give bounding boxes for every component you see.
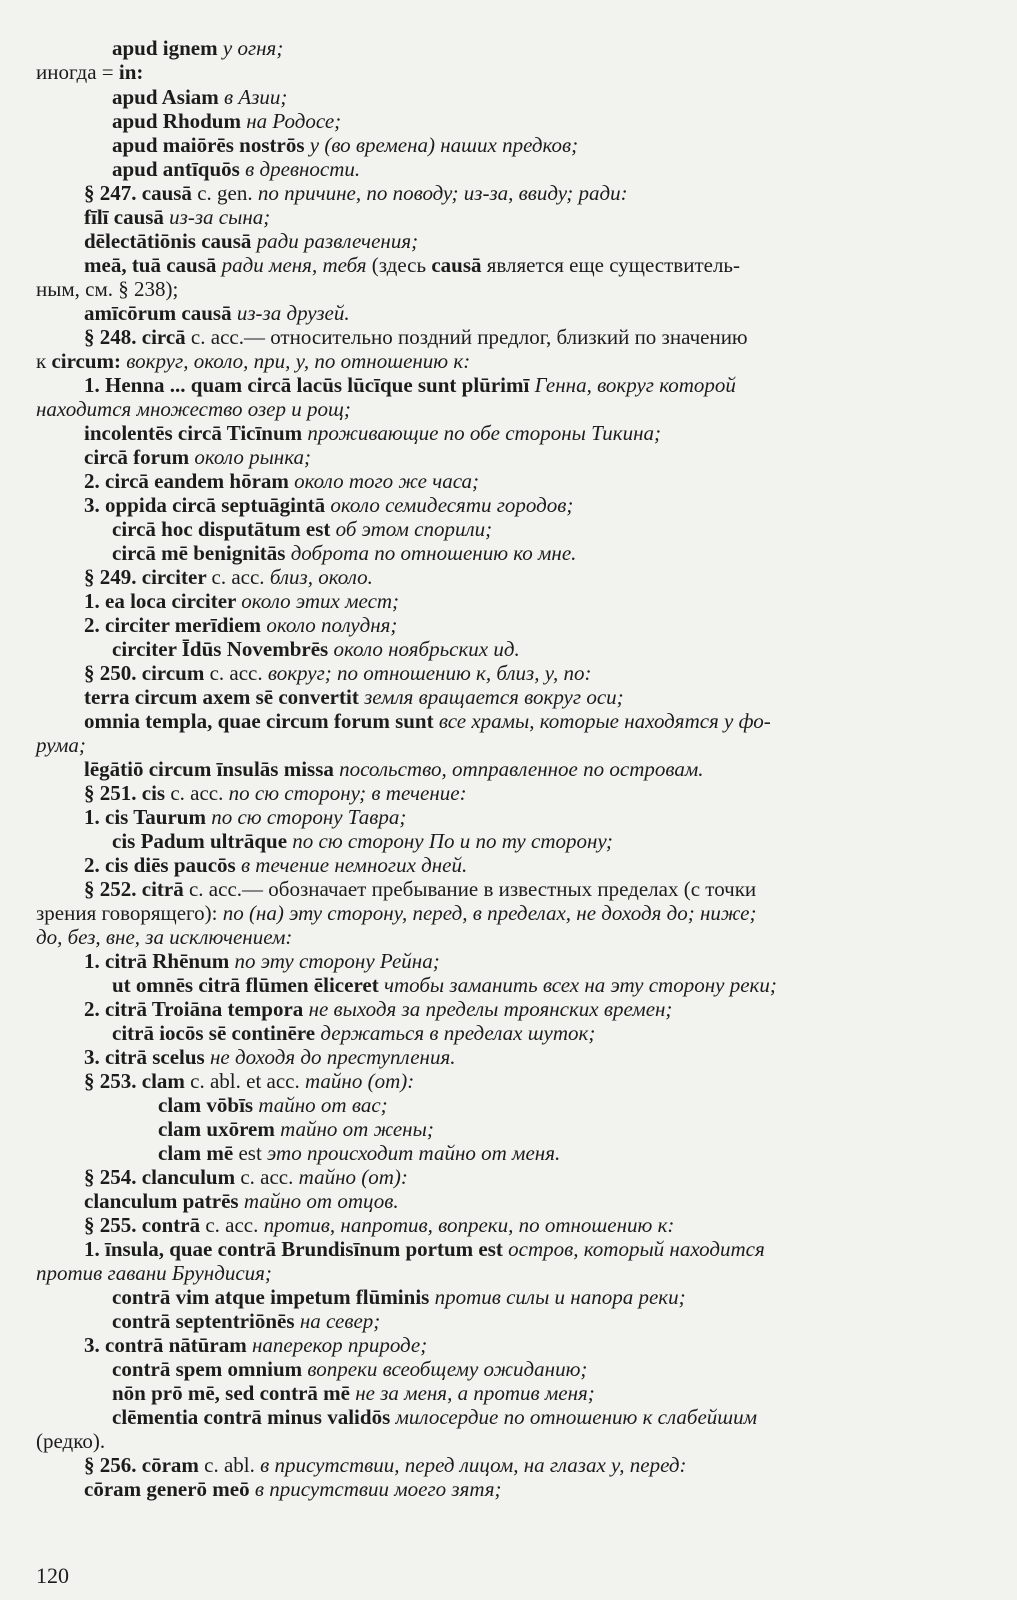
translation: земля вращается вокруг оси; <box>364 685 624 709</box>
translation: по (на) эту сторону, перед, в пределах, не доходя до; ниже; <box>222 901 757 925</box>
text-line <box>84 805 977 829</box>
text-line <box>112 85 977 109</box>
latin-phrase: circā mē benignitās <box>112 541 291 565</box>
translation: до, без, вне, за исключением: <box>36 925 293 949</box>
translation: на север; <box>299 1309 381 1333</box>
latin-phrase: citrā iocōs sē continēre <box>112 1021 321 1045</box>
translation: по сю сторону Тавра; <box>211 805 407 829</box>
text-line <box>36 733 977 757</box>
plain-text: (редко). <box>36 1429 106 1453</box>
translation: против, напротив, вопреки, по отношению к: <box>263 1213 675 1237</box>
latin-phrase: 3. contrā nātūram <box>84 1333 252 1357</box>
latin-phrase: clēmentia contrā minus validōs <box>112 1405 396 1429</box>
translation: по эту сторону Рейна; <box>234 949 440 973</box>
text-line <box>84 877 977 901</box>
translation: из-за сына; <box>169 205 271 229</box>
latin-phrase: circā hoc disputātum est <box>112 517 336 541</box>
latin-phrase: contrā vim atque impetum flūminis <box>112 1285 435 1309</box>
text-line <box>84 685 977 709</box>
text-line <box>112 517 977 541</box>
plain-text: c. acc. <box>240 1165 299 1189</box>
text-line <box>112 133 977 157</box>
translation: около семидесяти городов; <box>330 493 574 517</box>
translation: остров, который находится <box>508 1237 765 1261</box>
text-line <box>84 565 977 589</box>
text-line <box>36 901 977 925</box>
plain-text: является еще существитель- <box>486 253 740 277</box>
plain-text: c. abl. <box>204 1453 261 1477</box>
translation: тайно от жены; <box>280 1117 434 1141</box>
latin-phrase: § 251. cis <box>84 781 171 805</box>
text-line <box>84 781 977 805</box>
text-line <box>84 253 977 277</box>
text-line <box>84 1045 977 1069</box>
translation: тайно (от): <box>305 1069 415 1093</box>
translation: против гавани Брундисия; <box>36 1261 272 1285</box>
plain-text: ным, см. § 238); <box>36 277 179 301</box>
translation: не доходя до преступления. <box>209 1045 456 1069</box>
text-line <box>36 925 977 949</box>
latin-phrase: contrā septentriōnēs <box>112 1309 300 1333</box>
latin-phrase: cōram generō meō <box>84 1477 255 1501</box>
latin-phrase: lēgātiō circum īnsulās missa <box>84 757 340 781</box>
text-line <box>112 973 977 997</box>
text-line <box>84 373 977 397</box>
text-line <box>112 541 977 565</box>
translation: близ, около. <box>269 565 373 589</box>
translation: на Родосе; <box>246 109 342 133</box>
translation: около рынка; <box>194 445 312 469</box>
text-line <box>36 277 977 301</box>
text-line <box>84 229 977 253</box>
translation: в Азии; <box>224 85 288 109</box>
text-line <box>36 1261 977 1285</box>
plain-text: c. acc. <box>209 661 268 685</box>
latin-phrase: apud maiōrēs nostrōs <box>112 133 310 157</box>
plain-text: к <box>36 349 52 373</box>
latin-phrase: § 252. citrā <box>84 877 189 901</box>
latin-phrase: 1. citrā Rhēnum <box>84 949 235 973</box>
translation: тайно (от): <box>298 1165 408 1189</box>
latin-phrase: omnia templa, quae circum forum sunt <box>84 709 439 733</box>
translation: ради меня, тебя <box>221 253 372 277</box>
latin-phrase: cis Padum ultrāque <box>112 829 293 853</box>
latin-phrase: apud Asiam <box>112 85 225 109</box>
text-line <box>112 637 977 661</box>
latin-phrase: terra circum axem sē convertit <box>84 685 365 709</box>
text-line <box>84 469 977 493</box>
text-line <box>112 157 977 181</box>
plain-text: c. abl. et acc. <box>190 1069 305 1093</box>
translation: вокруг; по отношению к, близ, у, по: <box>267 661 592 685</box>
text-line <box>158 1093 977 1117</box>
text-line <box>112 109 977 133</box>
text-line <box>84 949 977 973</box>
latin-phrase: § 249. circiter <box>84 565 212 589</box>
text-line <box>84 421 977 445</box>
translation: наперекор природе; <box>251 1333 428 1357</box>
text-line <box>84 997 977 1021</box>
latin-phrase: 1. Henna ... quam circā lacūs lūcīque sunt plūrimī <box>84 373 535 397</box>
latin-phrase: clam uxōrem <box>158 1117 281 1141</box>
text-line <box>84 613 977 637</box>
plain-text: иногда = <box>36 60 119 84</box>
latin-phrase: 1. īnsula, quae contrā Brundisīnum portum est <box>84 1237 509 1261</box>
plain-text: зрения говорящего): <box>36 901 223 925</box>
translation: не выходя за пределы троянских времен; <box>308 997 673 1021</box>
latin-phrase: apud antīquōs <box>112 157 246 181</box>
latin-phrase: apud Rhodum <box>112 109 247 133</box>
translation: в течение немногих дней. <box>240 853 468 877</box>
latin-phrase: amīcōrum causā <box>84 301 237 325</box>
text-line <box>84 709 977 733</box>
latin-phrase: 2. cis diēs paucōs <box>84 853 241 877</box>
plain-text: c. acc.— обозначает пребывание в известных пределах (с точки <box>188 877 757 901</box>
latin-phrase: § 253. clam <box>84 1069 191 1093</box>
translation: против силы и напора реки; <box>434 1285 686 1309</box>
text-line <box>84 493 977 517</box>
text-line <box>84 1477 977 1501</box>
text-line <box>84 661 977 685</box>
translation: рума; <box>36 733 86 757</box>
translation: у (во времена) наших предков; <box>309 133 579 157</box>
latin-phrase: clam vōbīs <box>158 1093 259 1117</box>
text-line <box>36 1429 977 1453</box>
text-line <box>112 1309 977 1333</box>
latin-phrase: meā, tuā causā <box>84 253 222 277</box>
page-number: 120 <box>36 1563 69 1588</box>
latin-phrase: § 247. causā <box>84 181 198 205</box>
text-line <box>84 1189 977 1213</box>
text-line <box>112 1021 977 1045</box>
plain-text: c. acc. <box>170 781 229 805</box>
translation: вопреки всеобщему ожиданию; <box>307 1357 588 1381</box>
latin-phrase: clanculum patrēs <box>84 1189 244 1213</box>
plain-text: c. acc.— относительно поздний предлог, близкий по значению <box>190 325 748 349</box>
text-line <box>84 445 977 469</box>
translation: доброта по отношению ко мне. <box>290 541 577 565</box>
text-line <box>36 60 977 84</box>
translation: вокруг, около, при, у, по отношению к: <box>126 349 471 373</box>
text-line <box>84 757 977 781</box>
text-line <box>112 829 977 853</box>
latin-phrase: circā forum <box>84 445 195 469</box>
translation: около ноябрьских ид. <box>333 637 520 661</box>
plain-text: est <box>238 1141 268 1165</box>
text-line <box>112 36 977 60</box>
latin-phrase: 1. cis Taurum <box>84 805 212 829</box>
translation: по сю сторону По и по ту сторону; <box>292 829 613 853</box>
latin-phrase: 2. circiter merīdiem <box>84 613 267 637</box>
text-line <box>112 1405 977 1429</box>
translation: у огня; <box>222 36 284 60</box>
latin-phrase: in: <box>118 60 144 84</box>
translation: милосердие по отношению к слабейшим <box>395 1405 758 1429</box>
plain-text: (здесь <box>371 253 432 277</box>
translation: около этих мест; <box>241 589 400 613</box>
latin-phrase: 2. circā eandem hōram <box>84 469 295 493</box>
translation: в присутствии, перед лицом, на глазах у, перед: <box>260 1453 687 1477</box>
latin-phrase: incolentēs circā Ticīnum <box>84 421 308 445</box>
text-line <box>84 1069 977 1093</box>
translation: все храмы, которые находятся у фо- <box>438 709 771 733</box>
latin-phrase: dēlectātiōnis causā <box>84 229 257 253</box>
text-line <box>84 181 977 205</box>
latin-phrase: § 254. clanculum <box>84 1165 241 1189</box>
translation: об этом спорили; <box>335 517 493 541</box>
plain-text: c. acc. <box>211 565 270 589</box>
text-line <box>84 325 977 349</box>
translation: это происходит тайно от меня. <box>267 1141 561 1165</box>
translation: посольство, отправленное по островам. <box>339 757 704 781</box>
text-line <box>84 1333 977 1357</box>
latin-phrase: nōn prō mē, sed contrā mē <box>112 1381 356 1405</box>
translation: проживающие по обе стороны Тикина; <box>307 421 662 445</box>
latin-phrase: apud ignem <box>112 36 223 60</box>
translation: около того же часа; <box>294 469 480 493</box>
translation: в древности. <box>245 157 361 181</box>
text-line <box>84 301 977 325</box>
latin-phrase: circum: <box>51 349 127 373</box>
latin-phrase: 1. ea loca circiter <box>84 589 242 613</box>
translation: ради развлечения; <box>256 229 419 253</box>
latin-phrase: 3. citrā scelus <box>84 1045 210 1069</box>
translation: тайно от вас; <box>258 1093 388 1117</box>
latin-phrase: § 255. contrā <box>84 1213 206 1237</box>
latin-phrase: circiter Īdūs Novembrēs <box>112 637 334 661</box>
translation: по сю сторону; в течение: <box>228 781 467 805</box>
latin-phrase: 2. citrā Troiāna tempora <box>84 997 309 1021</box>
text-line <box>84 1213 977 1237</box>
latin-phrase: contrā spem omnium <box>112 1357 308 1381</box>
text-line <box>36 397 977 421</box>
text-line <box>84 1453 977 1477</box>
text-line <box>158 1141 977 1165</box>
plain-text: c. acc. <box>205 1213 264 1237</box>
text-line <box>112 1285 977 1309</box>
translation: из-за друзей. <box>236 301 350 325</box>
latin-phrase: § 248. circā <box>84 325 191 349</box>
text-line <box>84 205 977 229</box>
text-line <box>84 589 977 613</box>
translation: по причине, по поводу; из-за, ввиду; ради: <box>257 181 628 205</box>
latin-phrase: § 250. circum <box>84 661 210 685</box>
translation: в присутствии моего зятя; <box>254 1477 502 1501</box>
latin-phrase: 3. oppida circā septuāgintā <box>84 493 331 517</box>
translation: не за меня, а против меня; <box>355 1381 595 1405</box>
text-line <box>112 1357 977 1381</box>
text-line <box>84 1237 977 1261</box>
translation: находится множество озер и рощ; <box>36 397 351 421</box>
latin-phrase: causā <box>431 253 487 277</box>
translation: Генна, вокруг которой <box>534 373 736 397</box>
latin-phrase: § 256. cōram <box>84 1453 205 1477</box>
text-line <box>112 1381 977 1405</box>
latin-phrase: ut omnēs citrā flūmen ēliceret <box>112 973 384 997</box>
text-line <box>84 1165 977 1189</box>
plain-text: c. gen. <box>197 181 258 205</box>
translation: тайно от отцов. <box>243 1189 399 1213</box>
text-line <box>36 349 977 373</box>
text-line <box>158 1117 977 1141</box>
latin-phrase: clam mē <box>158 1141 239 1165</box>
translation: чтобы заманить всех на эту сторону реки; <box>383 973 777 997</box>
text-line <box>84 853 977 877</box>
latin-phrase: fīlī causā <box>84 205 170 229</box>
translation: около полудня; <box>266 613 398 637</box>
translation: держаться в пределах шуток; <box>320 1021 596 1045</box>
